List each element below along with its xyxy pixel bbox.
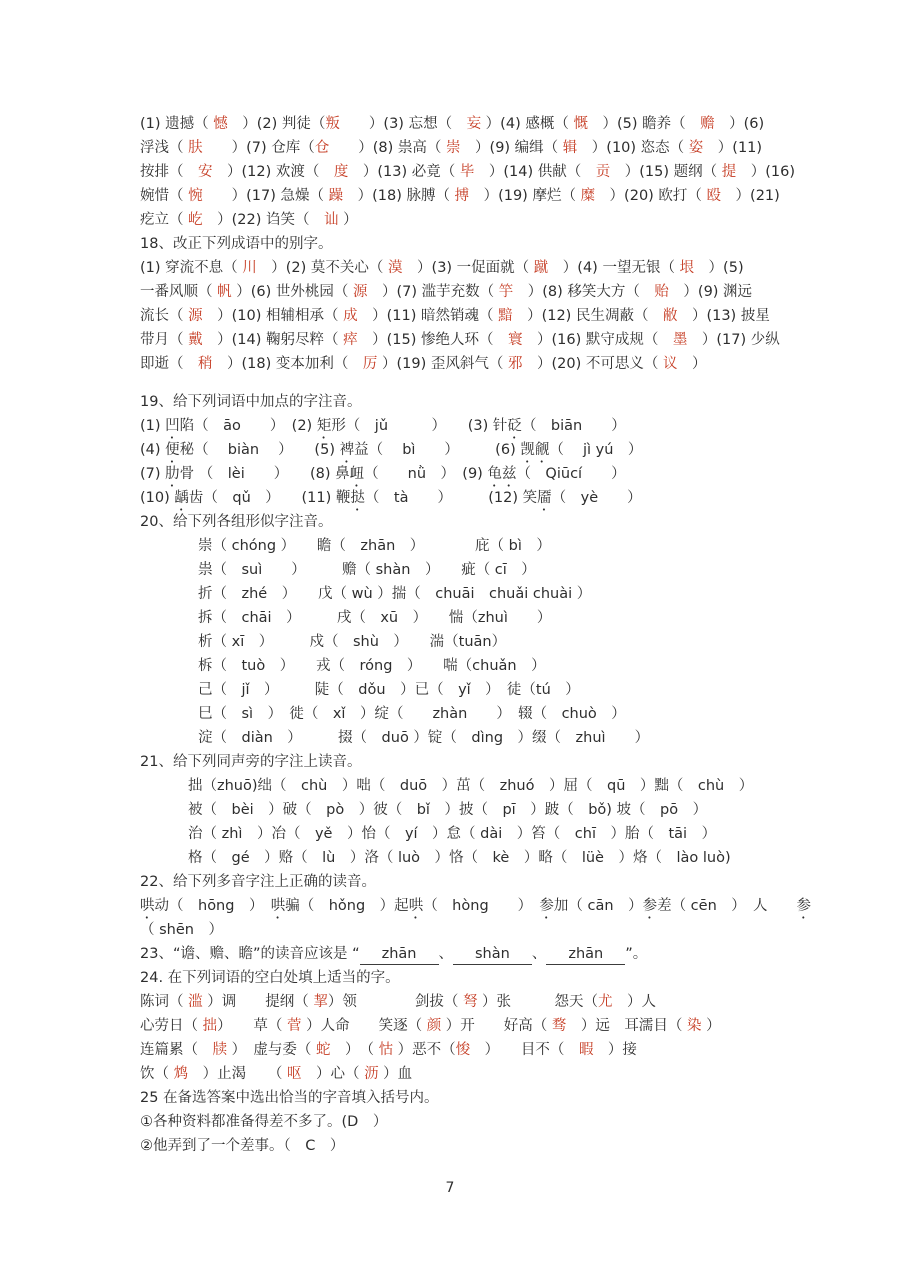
q25-item-2: ②他弄到了一个差事。（ C ） — [140, 1138, 345, 1154]
q24-line-1: 陈词（ 滥 ）调 提纲（ 挈）领 剑拔（ 弩 ）张 怨天（尤 ）人 — [140, 994, 657, 1010]
q20-row-1: 崇（ chóng ） 瞻（ zhān ） 庇（ bì ） — [198, 538, 551, 554]
q21-title: 21、给下列同声旁的字注上读音。 — [140, 754, 362, 770]
q21-row-2: 被（ bèi ）破（ pò ）彼（ bǐ ）披（ pī ）跛（ bǒ) 坡（ pō ） — [188, 802, 708, 818]
q20-row-3: 折（ zhé ） 戊（ wù ）揣（ chuāi chuǎi chuài ） — [198, 586, 592, 602]
q24-line-3: 连篇累（ 牍 ） 虚与委（ 蛇 ） （ 怙 ）恶不（悛 ） 目不（ 暇 ）接 — [140, 1042, 637, 1058]
q20-row-6: 柝（ tuò ） 戎（ róng ） 喘（chuǎn ） — [198, 658, 546, 674]
q20-title: 20、给下列各组形似字注音。 — [140, 514, 333, 530]
q22-line-1: 哄动（ hōng ） 哄骗（ hǒng ）起哄（ hòng ） 参加（ cān ）参差（ cēn ） 人 参 — [140, 898, 812, 914]
q18-line-2: 一番风顺（ 帆 ）(6) 世外桃园（ 源 ）(7) 滥芋充数（ 竽 ）(8) 移笑大方（ 贻 ）(9) 渊远 — [140, 284, 753, 300]
q19-line-1: (1) 凹陷（ āo ） (2) 矩形（ jǔ ） (3) 针砭（ biān ） — [140, 418, 626, 434]
q18-line-1: (1) 穿流不息（ 川 ）(2) 莫不关心（ 漠 ）(3) 一促面就（ 蹴 ）(4) 一望无银（ 垠 ）(5) — [140, 260, 744, 276]
q19-title: 19、给下列词语中加点的字注音。 — [140, 394, 362, 410]
q21-row-1: 拙（zhuō)绌（ chù ）咄（ duō ）茁（ zhuó ）屈（ qū ）黜（ chù ） — [188, 778, 754, 794]
q20-row-9: 淀（ diàn ） 掇（ duō ）锭（ dìng ）缀（ zhuì ） — [198, 730, 650, 746]
q17-line-3: 按排（ 安 ）(12) 欢渡（ 度 ）(13) 必竟（ 毕 ）(14) 供献（ 贡 ）(15) 题纲（ 提 ）(16) — [140, 164, 795, 180]
q25-title: 25 在备选答案中选出恰当的字音填入括号内。 — [140, 1090, 439, 1106]
q20-row-2: 祟（ suì ） 赡（ shàn ） 疵（ cī ） — [198, 562, 536, 578]
q24-title: 24. 在下列词语的空白处填上适当的字。 — [140, 970, 400, 986]
q18-line-3: 流长（ 源 ）(10) 相辅相承（ 成 ）(11) 暗然销魂（ 黯 ）(12) 民生凋蔽（ 敝 ）(13) 披星 — [140, 308, 770, 324]
q18-title: 18、改正下列成语中的别字。 — [140, 236, 333, 252]
q20-row-7: 己（ jǐ ） 陡（ dǒu ）已（ yǐ ） 徒（tú ） — [198, 682, 580, 698]
q22-line-2: （ shēn ） — [140, 922, 223, 938]
q17-line-2: 浮浅（ 肤 ）(7) 仓库（仓 ）(8) 祟高（ 崇 ）(9) 编缉（ 辑 ）(10) 恣态（ 姿 ）(11) — [140, 140, 763, 156]
q20-row-8: 巳（ sì ） 徙（ xǐ ）绽（ zhàn ） 辍（ chuò ） — [198, 706, 626, 722]
page-number: 7 — [445, 1180, 455, 1196]
q21-row-4: 格（ gé ）赂（ lù ）洛（ luò ）恪（ kè ）略（ lüè ）烙（ lào luò) — [188, 850, 731, 866]
q17-line-5: 疙立（ 屹 ）(22) 诌笑（ 讪 ） — [140, 212, 358, 228]
q19-line-4: (10) 龋齿（ qǔ ） (11) 鞭挞（ tà ） (12) 笑靥（ yè ） — [140, 490, 642, 506]
document-body — [140, 112, 812, 1158]
q18-line-4: 带月（ 戴 ）(14) 鞠躬尽粹（ 瘁 ）(15) 惨绝人环（ 寰 ）(16) 默守成规（ 墨 ）(17) 少纵 — [140, 332, 780, 348]
q17-line-1: (1) 遗撼（ 憾 ）(2) 判徒（叛 ）(3) 忘想（ 妄 ）(4) 感概（ 慨 ）(5) 瞻养（ 赡 ）(6) — [140, 116, 765, 132]
q20-row-5: 析（ xī ） 戍（ shù ） 湍（tuān） — [198, 634, 507, 650]
q17-line-4: 婉惜（ 惋 ）(17) 急燥（ 躁 ）(18) 脉膊（ 搏 ）(19) 摩烂（ 糜 ）(20) 欧打（ 殴 ）(21) — [140, 188, 780, 204]
q19-line-2: (4) 便秘（ biàn ） (5) 裨益（ bì ） (6) 觊觎（ jì yú ） — [140, 442, 643, 458]
q19-line-3: (7) 肋骨 （ lèi ） (8) 鼻衄（ nǜ ） (9) 龟兹（ Qiūcí ） — [140, 466, 626, 482]
q18-line-5: 即逝（ 稍 ）(18) 变本加利（ 厉 ）(19) 歪风斜气（ 邪 ）(20) 不可思义（ 议 ） — [140, 356, 707, 372]
q20-row-4: 拆（ chāi ） 戌（ xū ） 惴（zhuì ） — [198, 610, 552, 626]
q24-line-2: 心劳日（ 拙） 草（ 菅 ）人命 笑逐（ 颜 ）开 好高（ 骛 ）远 耳濡目（ 染 ） — [140, 1018, 721, 1034]
q21-row-3: 治（ zhì ）冶（ yě ）怡（ yí ）怠（ dài ）笞（ chī ）胎（ tāi ） — [188, 826, 717, 842]
q22-title: 22、给下列多音字注上正确的读音。 — [140, 874, 376, 890]
q25-item-1: ①各种资料都准备得差不多了。(D ） — [140, 1114, 388, 1130]
q24-line-4: 饮（ 鸩 ）止渴 （ 呕 ）心（ 沥 ）血 — [140, 1066, 413, 1082]
q23-line: 23、“谵、赡、瞻”的读音应该是 “ zhān 、 shàn 、 zhān ”。 — [140, 942, 786, 966]
